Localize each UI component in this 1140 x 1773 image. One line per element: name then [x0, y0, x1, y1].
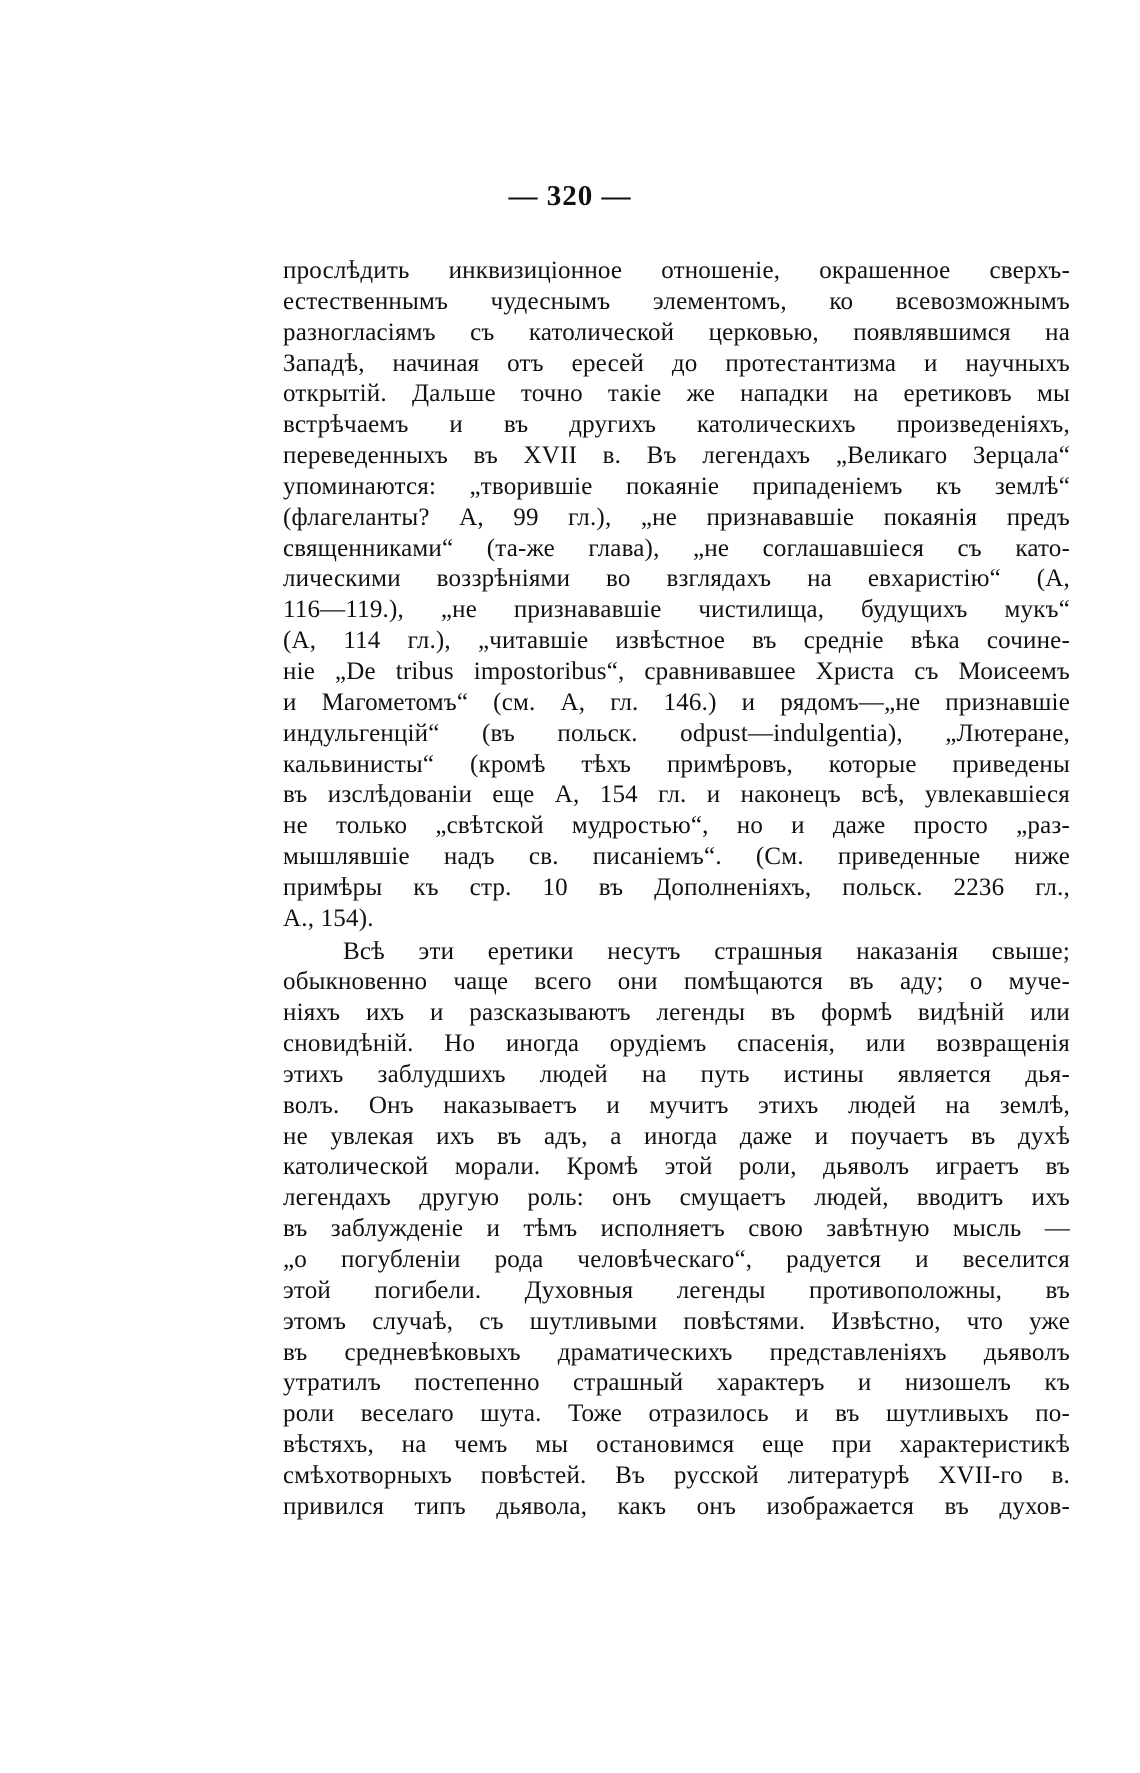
text-line: переведенныхъ въ XVII в. Въ легендахъ „Великаго Зерцала“	[283, 442, 1070, 470]
text-line: не увлекая ихъ въ адъ, а иногда даже и поучаетъ въ духѣ	[283, 1122, 1070, 1150]
text-line: священниками“ (та-же глава), „не соглашавшіеся съ като-	[283, 534, 1070, 562]
text-line: кальвинисты“ (кромѣ тѣхъ примѣровъ, которые приведены	[283, 750, 1070, 778]
text-line: мышлявшіе надъ св. писаніемъ“. (См. приведенные ниже	[283, 843, 1070, 871]
text-line: въ средневѣковыхъ драматическихъ представленіяхъ дьяволъ	[283, 1338, 1070, 1366]
text-line: (флагеланты? А, 99 гл.), „не признававшіе покаянія предъ	[283, 503, 1070, 531]
text-line: разногласіямъ съ католической церковью, появлявшимся на	[283, 318, 1070, 346]
text-line: встрѣчаемъ и въ другихъ католическихъ произведеніяхъ,	[283, 411, 1070, 439]
text-line: этихъ заблудшихъ людей на путь истины является дья-	[283, 1060, 1070, 1088]
text-line: роли веселаго шута. Тоже отразилось и въ шутливыхъ по-	[283, 1400, 1070, 1428]
text-line: обыкновенно чаще всего они помѣщаются въ аду; о муче-	[283, 968, 1070, 996]
text-line: Западѣ, начиная отъ ересей до протестантизма и научныхъ	[283, 349, 1070, 377]
text-line: прослѣдить инквизиціонное отношеніе, окрашенное сверхъ-	[283, 257, 1070, 284]
text-line: „о погубленіи рода человѣческаго“, радуется и веселится	[283, 1246, 1070, 1273]
text-line: въ заблужденіе и тѣмъ исполняетъ свою завѣтную мысль —	[283, 1215, 1070, 1243]
text-line: сновидѣній. Но иногда орудіемъ спасенія, или возвращенія	[283, 1030, 1070, 1058]
text-line: въ изслѣдованіи еще А, 154 гл. и наконецъ всѣ, увлекавшіеся	[283, 781, 1070, 809]
page-number: — 320 —	[508, 180, 632, 212]
text-line: Всѣ эти еретики несутъ страшныя наказанія свыше;	[343, 937, 1070, 965]
text-line: открытій. Дальше точно такіе же нападки на еретиковъ мы	[283, 380, 1070, 408]
text-line: волъ. Онъ наказываетъ и мучитъ этихъ людей на землѣ,	[283, 1091, 1070, 1119]
text-line: этомъ случаѣ, съ шутливыми повѣстями. Извѣстно, что уже	[283, 1307, 1070, 1335]
text-line: католической морали. Кромѣ этой роли, дьяволъ играетъ въ	[283, 1153, 1070, 1181]
text-line: примѣры къ стр. 10 въ Дополненіяхъ, польск. 2236 гл.,	[283, 873, 1070, 901]
text-line: естественнымъ чудеснымъ элементомъ, ко всевозможнымъ	[283, 287, 1070, 315]
text-line: упоминаются: „творившіе покаяніе припаденіемъ къ землѣ“	[283, 472, 1070, 500]
text-line: утратилъ постепенно страшный характеръ и низошелъ къ	[283, 1369, 1070, 1397]
text-line: этой погибели. Духовныя легенды противоположны, въ	[283, 1276, 1070, 1304]
text-line: А., 154).	[283, 904, 374, 932]
text-line: индульгенцій“ (въ польск. odpust—indulgentia), „Лютеране,	[283, 719, 1070, 747]
text-line: привился типъ дьявола, какъ онъ изображается въ духов-	[283, 1492, 1070, 1520]
text-line: ніе „De tribus impostoribus“, сравнивавшее Христа съ Моисеемъ	[283, 657, 1070, 685]
text-line: (А, 114 гл.), „читавшіе извѣстное въ средніе вѣка сочине-	[283, 627, 1070, 655]
text-line: не только „свѣтской мудростью“, но и даже просто „раз-	[283, 812, 1070, 840]
text-line: вѣстяхъ, на чемъ мы остановимся еще при характеристикѣ	[283, 1431, 1070, 1459]
paragraph-2	[283, 937, 1070, 1523]
paragraph-1	[283, 256, 1070, 935]
text-line: и Магометомъ“ (см. А, гл. 146.) и рядомъ—„не признавшіе	[283, 688, 1070, 716]
text-line: ніяхъ ихъ и разсказываютъ легенды въ формѣ видѣній или	[283, 999, 1070, 1027]
text-line: лическими воззрѣніями во взглядахъ на евхаристію“ (А,	[283, 565, 1070, 593]
text-line: легендахъ другую роль: онъ смущаетъ людей, вводитъ ихъ	[283, 1184, 1070, 1212]
body-text	[283, 256, 1070, 1523]
text-line: 116—119.), „не признававшіе чистилища, будущихъ мукъ“	[283, 596, 1070, 624]
text-line: смѣхотворныхъ повѣстей. Въ русской литературѣ XVII-го в.	[283, 1461, 1070, 1489]
